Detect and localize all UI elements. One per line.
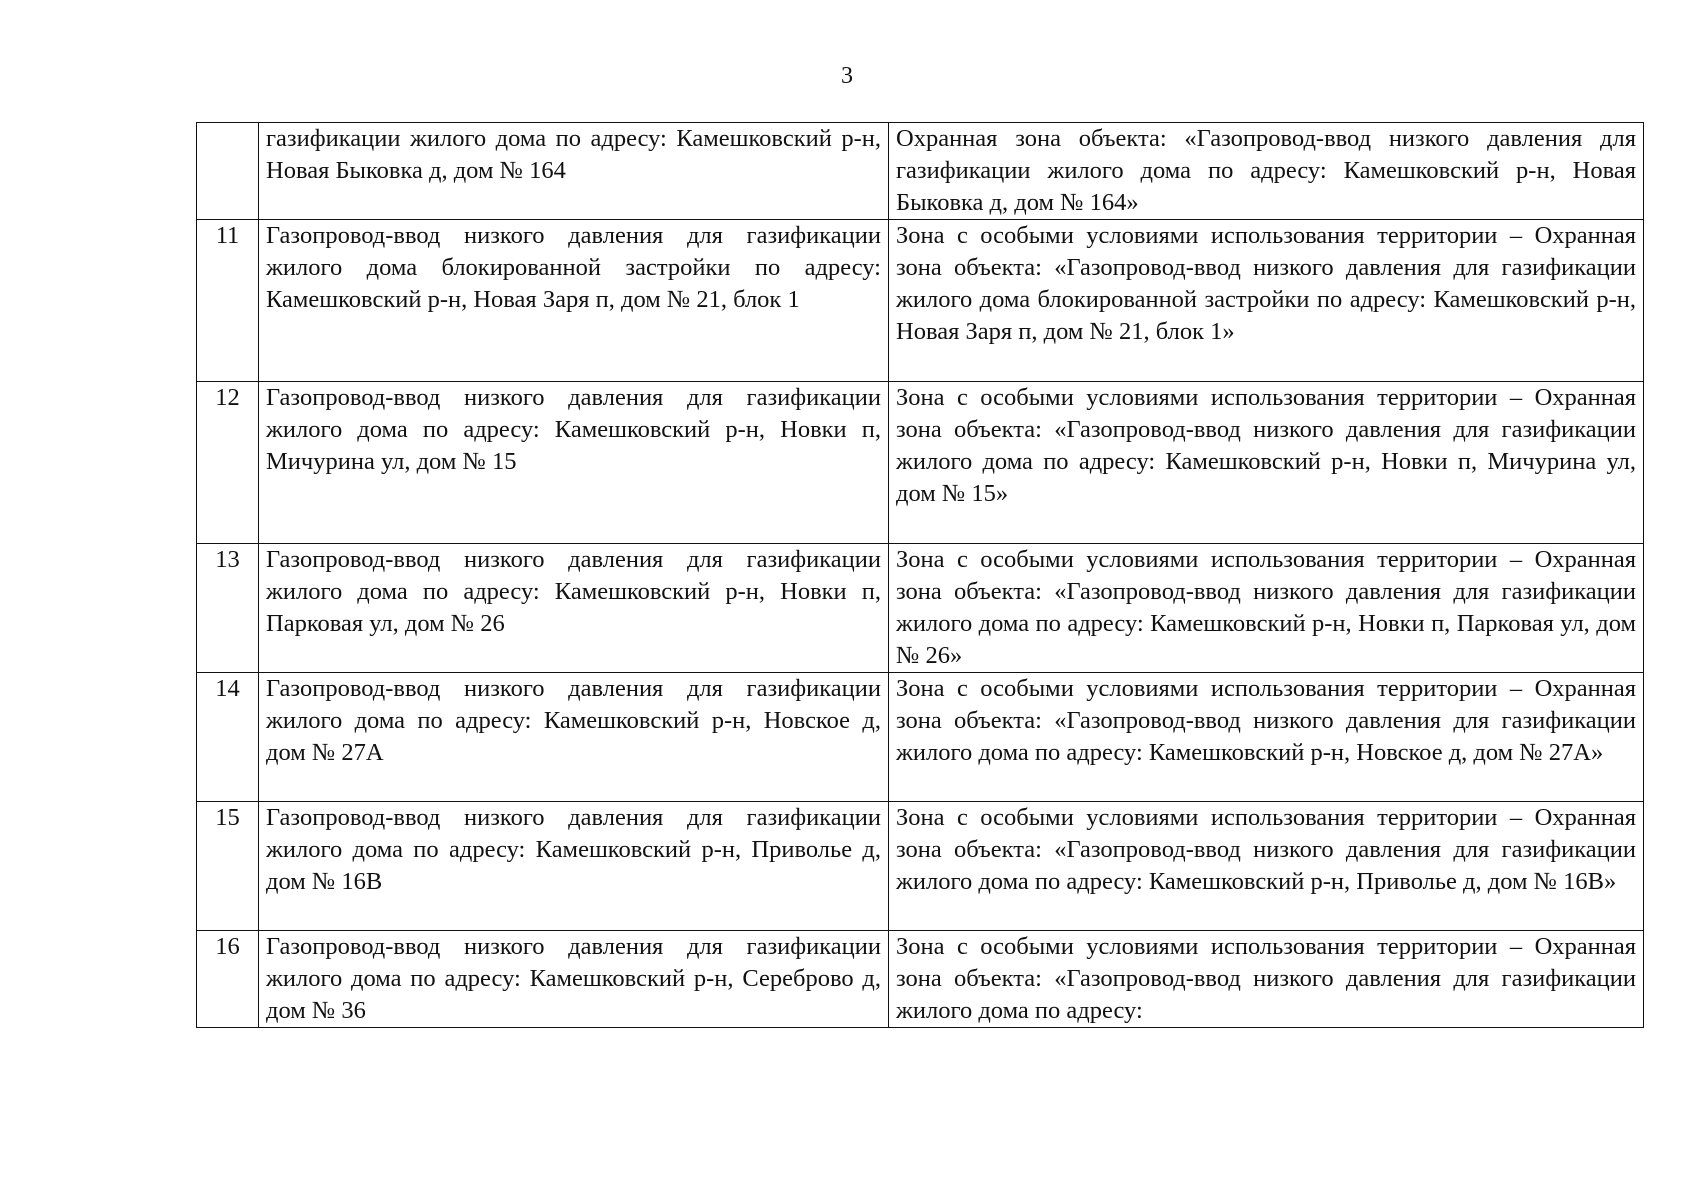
table-row: [197, 802, 1644, 931]
zones-table: [196, 122, 1644, 1028]
zone-description: Зона с особыми условиями использования территории – Охранная зона объекта: «Газопровод-ввод низкого давления для газификации жилого дома по адресу: Камешковский р-н, Новское д, дом № 27А»: [889, 673, 1644, 802]
object-description: Газопровод-ввод низкого давления для газификации жилого дома по адресу: Камешковский р-н, Новки п, Парковая ул, дом № 26: [259, 544, 889, 673]
row-number: 16: [197, 931, 259, 1028]
row-number: 12: [197, 382, 259, 544]
object-description: Газопровод-ввод низкого давления для газификации жилого дома по адресу: Камешковский р-н, Сереброво д, дом № 36: [259, 931, 889, 1028]
row-number: 11: [197, 220, 259, 382]
table-row: [197, 544, 1644, 673]
zone-description: Охранная зона объекта: «Газопровод-ввод низкого давления для газификации жилого дома по адресу: Камешковский р-н, Новая Быковка д, дом № 164»: [889, 123, 1644, 220]
table-row: [197, 220, 1644, 382]
zone-description: Зона с особыми условиями использования территории – Охранная зона объекта: «Газопровод-ввод низкого давления для газификации жилого дома по адресу:: [889, 931, 1644, 1028]
row-number: 13: [197, 544, 259, 673]
table-row: [197, 931, 1644, 1028]
row-number: 15: [197, 802, 259, 931]
zone-description: Зона с особыми условиями использования территории – Охранная зона объекта: «Газопровод-ввод низкого давления для газификации жилого дома блокированной застройки по адресу: Камешковский р-н, Новая Заря п, дом № 21, блок 1»: [889, 220, 1644, 382]
page-number: 3: [841, 63, 853, 89]
object-description: Газопровод-ввод низкого давления для газификации жилого дома блокированной застройки по адресу: Камешковский р-н, Новая Заря п, дом № 21, блок 1: [259, 220, 889, 382]
row-number: 14: [197, 673, 259, 802]
zone-description: Зона с особыми условиями использования территории – Охранная зона объекта: «Газопровод-ввод низкого давления для газификации жилого дома по адресу: Камешковский р-н, Приволье д, дом № 16В»: [889, 802, 1644, 931]
table-row: [197, 382, 1644, 544]
table-row: [197, 673, 1644, 802]
object-description: Газопровод-ввод низкого давления для газификации жилого дома по адресу: Камешковский р-н, Новское д, дом № 27А: [259, 673, 889, 802]
table-row: [197, 123, 1644, 220]
object-description: Газопровод-ввод низкого давления для газификации жилого дома по адресу: Камешковский р-н, Приволье д, дом № 16В: [259, 802, 889, 931]
object-description: Газопровод-ввод низкого давления для газификации жилого дома по адресу: Камешковский р-н, Новки п, Мичурина ул, дом № 15: [259, 382, 889, 544]
zone-description: Зона с особыми условиями использования территории – Охранная зона объекта: «Газопровод-ввод низкого давления для газификации жилого дома по адресу: Камешковский р-н, Новки п, Парковая ул, дом № 26»: [889, 544, 1644, 673]
row-number: [197, 123, 259, 220]
zone-description: Зона с особыми условиями использования территории – Охранная зона объекта: «Газопровод-ввод низкого давления для газификации жилого дома по адресу: Камешковский р-н, Новки п, Мичурина ул, дом № 15»: [889, 382, 1644, 544]
object-description: газификации жилого дома по адресу: Камешковский р-н, Новая Быковка д, дом № 164: [259, 123, 889, 220]
